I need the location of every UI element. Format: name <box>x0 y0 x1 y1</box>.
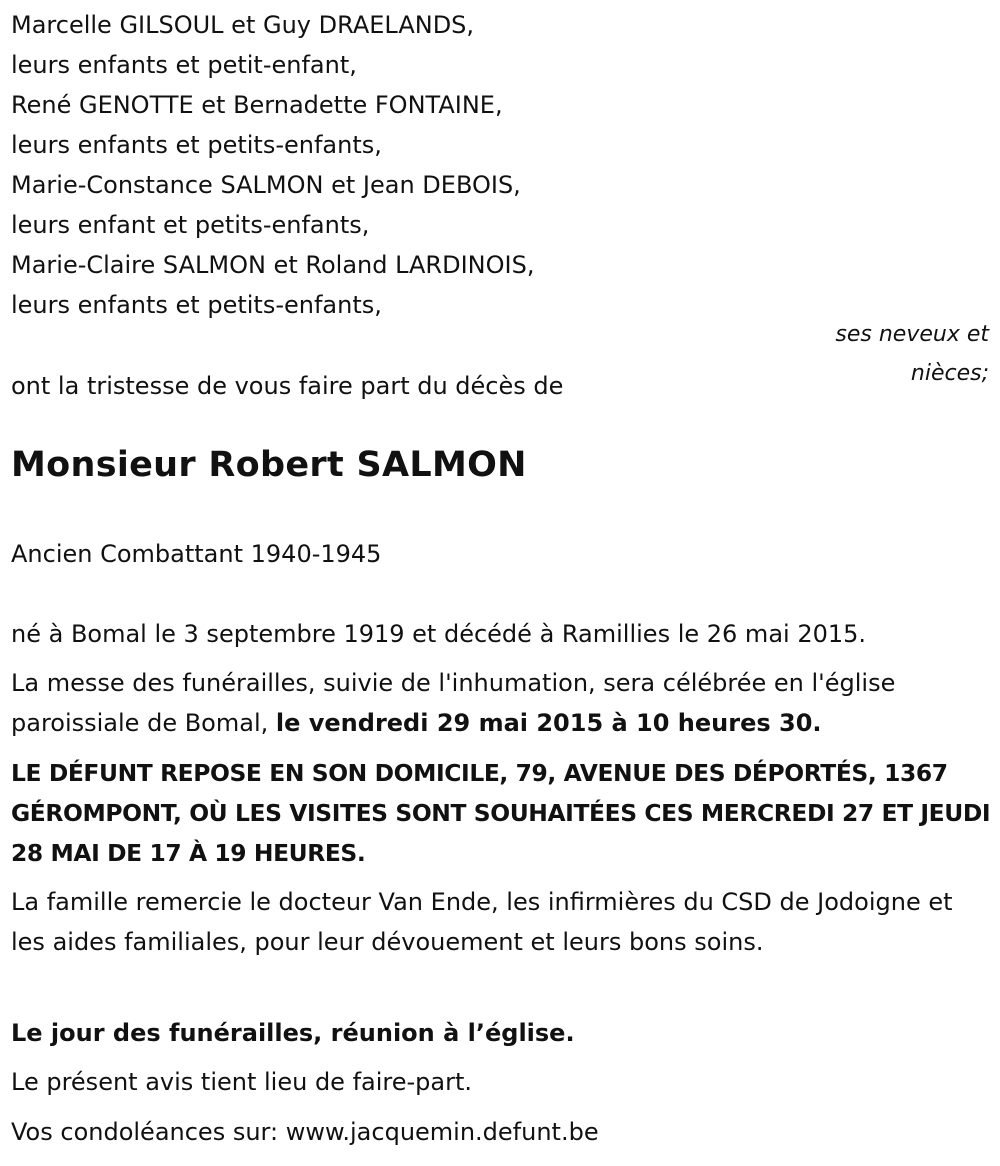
aside-line: nièces; <box>910 361 989 386</box>
mass-paragraph <box>11 663 991 743</box>
mass-date: le vendredi 29 mai 2015 à 10 heures 30. <box>275 709 822 737</box>
aside-line: ses neveux et <box>835 322 989 347</box>
distinction-text: Ancien Combattant 1940-1945 <box>11 540 382 568</box>
family-line: leurs enfants et petit-enfant, <box>11 51 357 79</box>
nephews-nieces-note <box>769 315 989 393</box>
condolences-text: Vos condoléances sur: www.jacquemin.defunt.be <box>11 1118 599 1146</box>
birth-death-text: né à Bomal le 3 septembre 1919 et décédé à Ramillies le 26 mai 2015. <box>11 620 867 648</box>
family-line: Marcelle GILSOUL et Guy DRAELANDS, <box>11 11 475 39</box>
family-line: leurs enfants et petits-enfants, <box>11 291 382 319</box>
family-line: René GENOTTE et Bernadette FONTAINE, <box>11 91 503 119</box>
deceased-name: Monsieur Robert SALMON <box>11 445 527 485</box>
meeting-text: Le jour des funérailles, réunion à l’église. <box>11 1019 575 1047</box>
visitation-paragraph: LE DÉFUNT REPOSE EN SON DOMICILE, 79, AVENUE DES DÉPORTÉS, 1367 GÉROMPONT, OÙ LES VISITES SONT SOUHAITÉES CES MERCREDI 27 ET JEUDI 28 MAI DE 17 À 19 HEURES. <box>11 759 991 867</box>
family-line: Marie-Constance SALMON et Jean DEBOIS, <box>11 171 521 199</box>
notice-text: Le présent avis tient lieu de faire-part. <box>11 1068 473 1096</box>
family-line: leurs enfants et petits-enfants, <box>11 131 382 159</box>
mass-text: La messe des funérailles, suivie de l'inhumation, sera célébrée en l'église paroissiale de Bomal, <box>11 669 896 737</box>
family-line: leurs enfant et petits-enfants, <box>11 211 370 239</box>
thanks-paragraph: La famille remercie le docteur Van Ende, les infirmières du CSD de Jodoigne et les aides familiales, pour leur dévouement et leurs bons soins. <box>11 888 953 956</box>
family-line: Marie-Claire SALMON et Roland LARDINOIS, <box>11 251 535 279</box>
announcement-text: ont la tristesse de vous faire part du décès de <box>11 372 564 400</box>
